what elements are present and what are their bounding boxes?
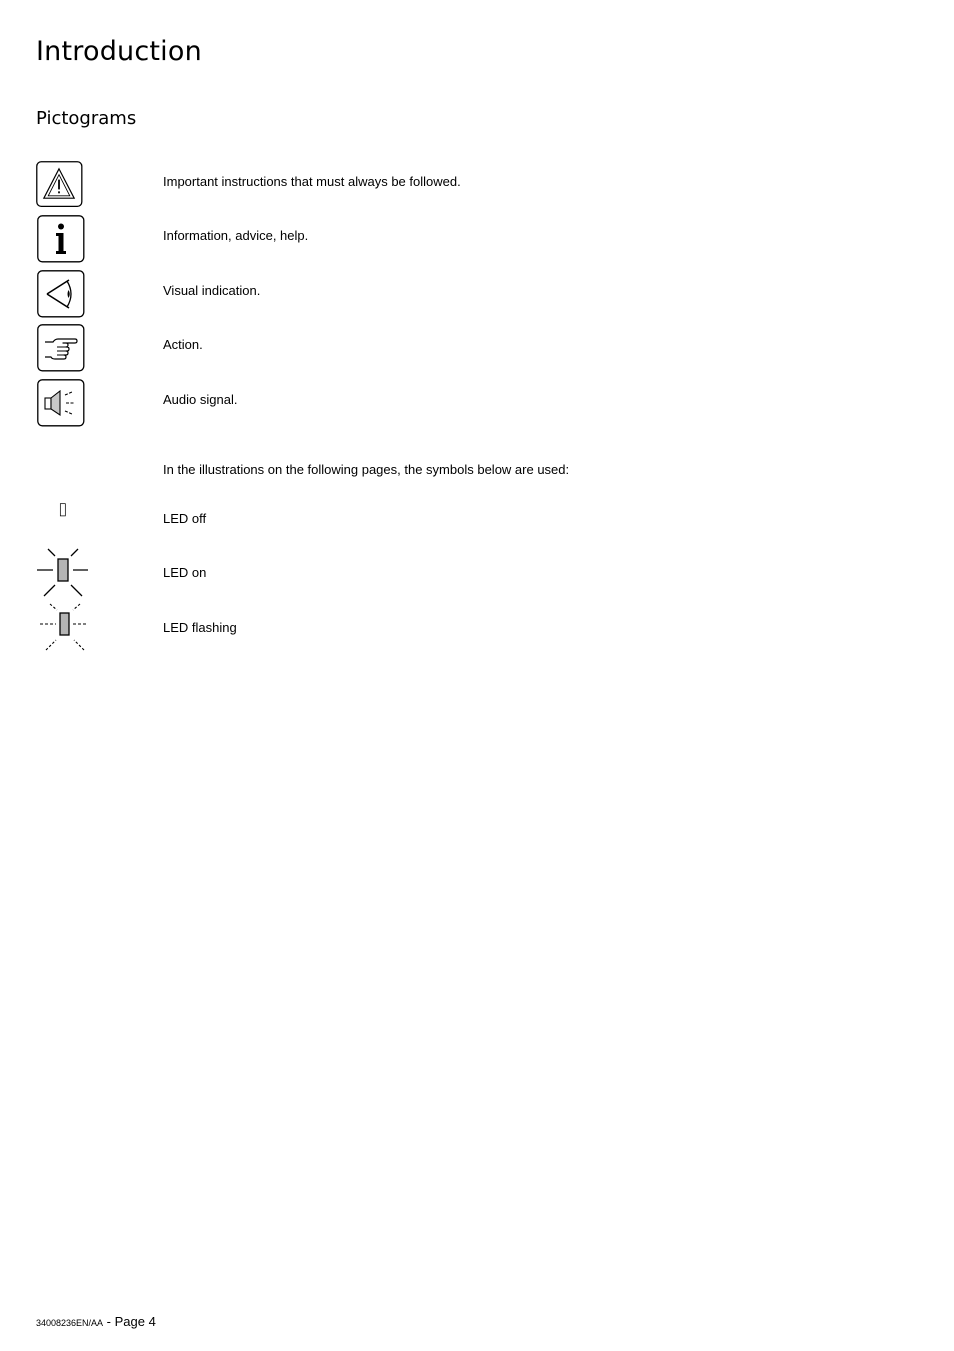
document-code: 34008236EN/AA: [36, 1318, 104, 1328]
pictogram-row-information: [0, 215, 954, 263]
pictogram-text-visual: Visual indication.: [163, 283, 261, 298]
led-text-on: LED on: [163, 565, 207, 580]
page-title: Introduction: [36, 36, 202, 67]
led-off-icon: [34, 502, 90, 532]
pictogram-row-action: [0, 324, 954, 372]
section-title: Pictograms: [36, 108, 137, 129]
led-on-icon: [34, 545, 90, 599]
pictogram-row-audio: [0, 379, 954, 427]
pointing-hand-icon: [37, 324, 85, 372]
led-text-flashing: LED flashing: [163, 620, 237, 635]
eye-icon: [37, 270, 85, 318]
pictogram-text-information: Information, advice, help.: [163, 228, 309, 243]
pictogram-text-warning: Important instructions that must always be followed.: [163, 174, 461, 189]
pictogram-text-audio: Audio signal.: [163, 392, 238, 407]
led-flashing-icon: [34, 600, 90, 654]
led-row-flashing: [0, 600, 954, 654]
led-text-off: LED off: [163, 511, 207, 526]
symbols-intro-text: In the illustrations on the following pages, the symbols below are used:: [163, 462, 570, 477]
information-icon: [37, 215, 85, 263]
warning-triangle-icon: [36, 161, 83, 208]
page-footer: [36, 1313, 156, 1331]
pictogram-row-visual: [0, 270, 954, 318]
page-number: - Page 4: [103, 1314, 156, 1329]
speaker-icon: [37, 379, 85, 427]
pictogram-row-warning: [0, 161, 954, 209]
pictogram-text-action: Action.: [163, 337, 203, 352]
led-row-on: [0, 545, 954, 599]
